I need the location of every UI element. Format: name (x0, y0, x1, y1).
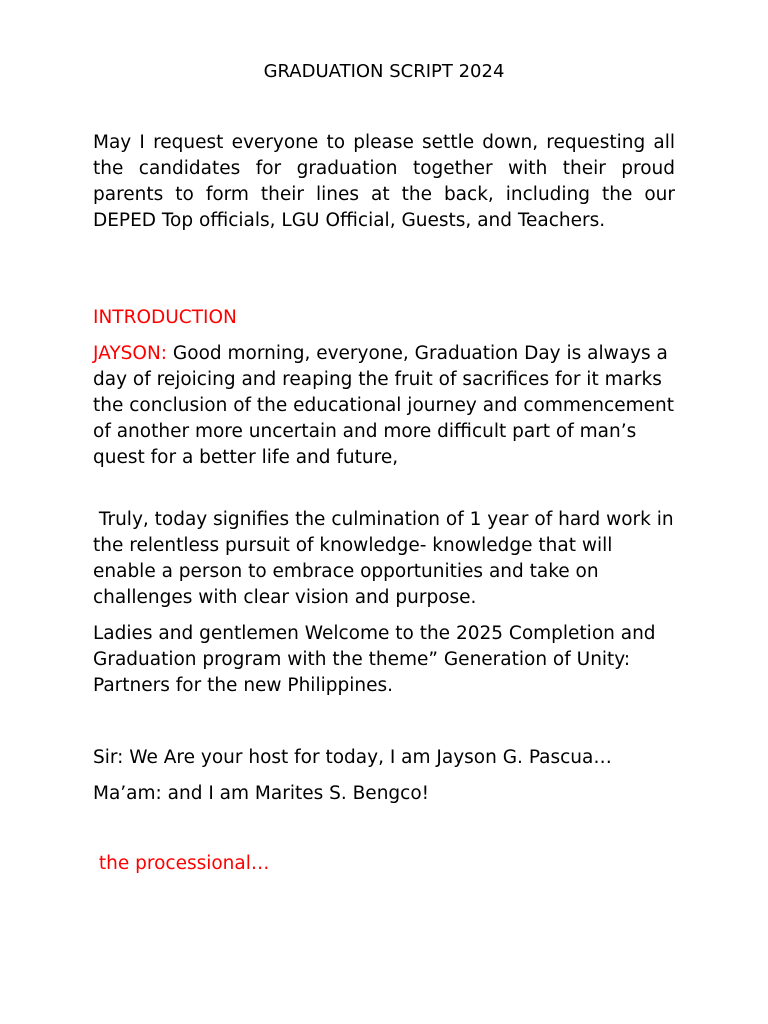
host-line-maam: Ma’am: and I am Marites S. Bengco! (93, 783, 430, 804)
jayson-speech: Good morning, everyone, Graduation Day is always a day of rejoicing and reaping the fruit of sacrifices for it marks the conclusion of the educational journey and commencement of another more uncertain and more difficult part of man’s quest for a better life and future, (93, 343, 674, 468)
document-title: GRADUATION SCRIPT 2024 (263, 61, 505, 82)
processional-cue: the processional… (93, 853, 270, 874)
speaker-label-jayson: JAYSON: (93, 343, 168, 364)
truly-paragraph: Truly, today signifies the culmination of 1 year of hard work in the relentless pursuit of knowledge- knowledge that will enable a person to embrace opportunities and take on challenges with clear vision and purpose. (93, 509, 680, 608)
jayson-paragraph (93, 341, 675, 471)
opening-paragraph: May I request everyone to please settle down, requesting all the candidates for graduation together with their proud parents to form their lines at the back, including the our DEPED Top officials, LGU Official, Guests, and Teachers. (93, 132, 675, 231)
host-line-sir: Sir: We Are your host for today, I am Jayson G. Pascua… (93, 747, 612, 768)
welcome-paragraph: Ladies and gentlemen Welcome to the 2025 Completion and Graduation program with the theme” Generation of Unity: Partners for the new Philippines. (93, 623, 656, 696)
section-heading-introduction: INTRODUCTION (93, 307, 237, 328)
